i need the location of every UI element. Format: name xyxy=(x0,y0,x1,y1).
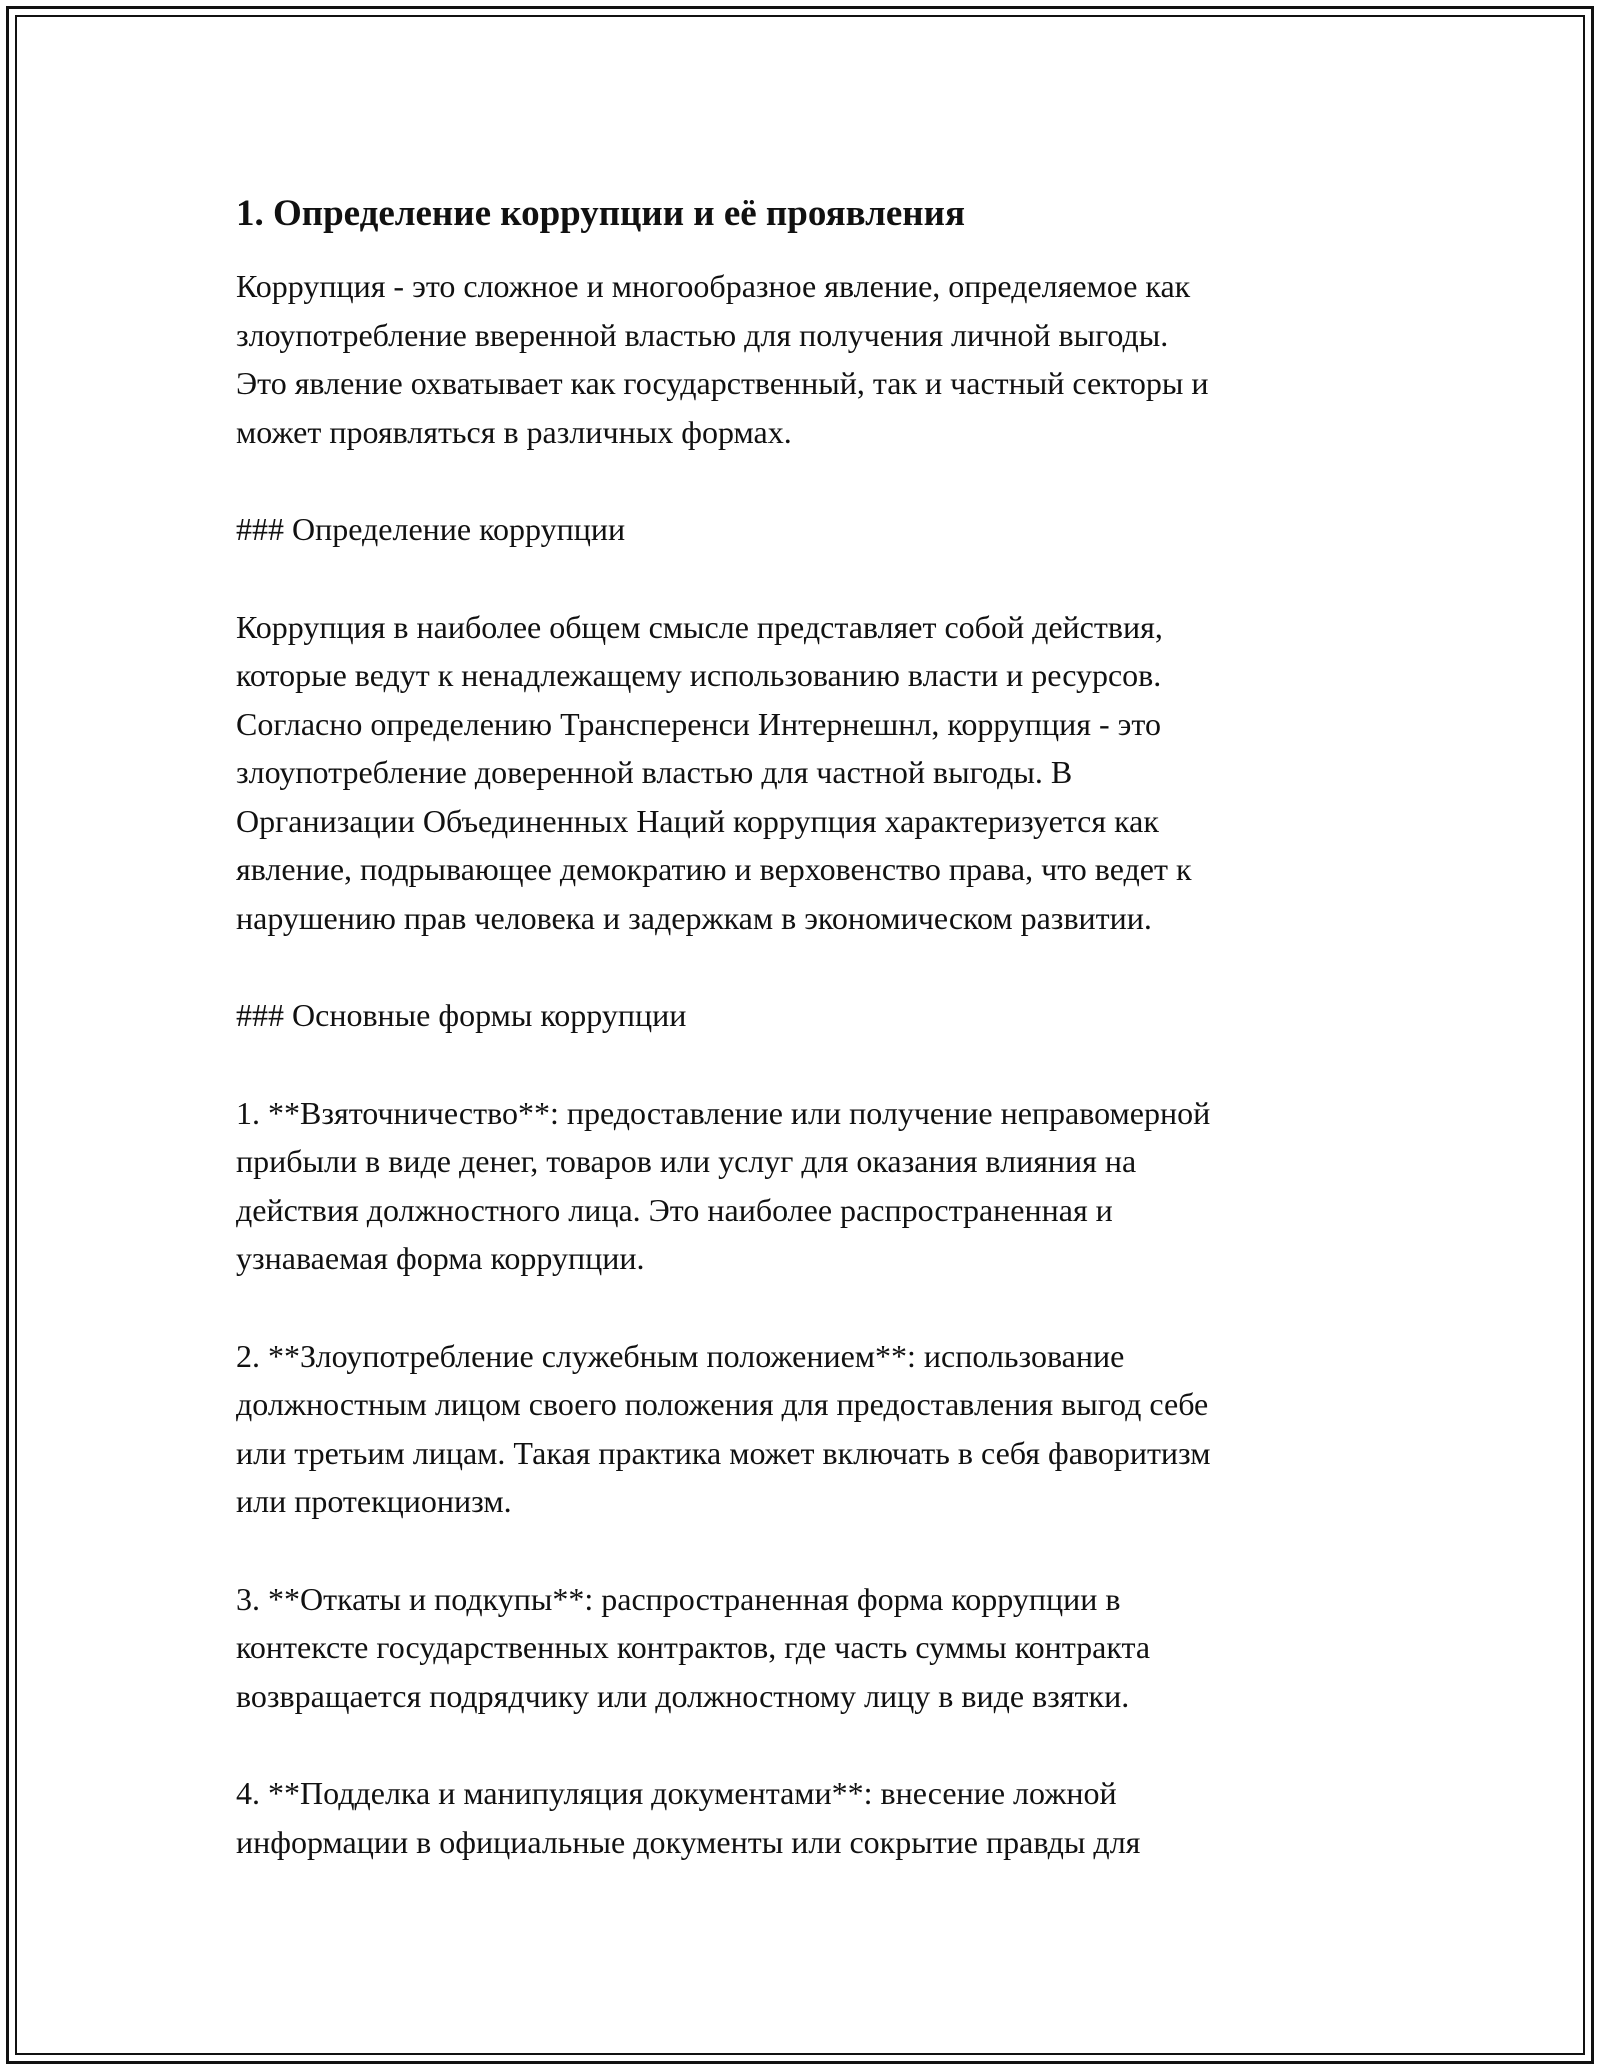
form-item-bribery xyxy=(236,1089,1386,1283)
text-line: нарушению прав человека и задержкам в экономическом развитии. xyxy=(236,899,1152,936)
text-line: 2. **Злоупотребление служебным положением**: использование xyxy=(236,1337,1125,1374)
form-item-kickbacks xyxy=(236,1575,1386,1721)
text-line: возвращается подрядчику или должностному лицу в виде взятки. xyxy=(236,1677,1130,1714)
text-line: Коррупция - это сложное и многообразное явление, определяемое как xyxy=(236,268,1191,304)
intro-paragraph xyxy=(236,262,1386,456)
section-heading: 1. Определение коррупции и её проявления xyxy=(236,193,965,234)
text-line: Согласно определению Трансперенси Интернешнл, коррупция - это xyxy=(236,705,1161,742)
text-line: или протекционизм. xyxy=(236,1483,512,1519)
text-line: или третьим лицам. Такая практика может включать в себя фаворитизм xyxy=(236,1434,1211,1471)
text-line: Организации Объединенных Наций коррупция характеризуется как xyxy=(236,802,1159,839)
text-line: прибыли в виде денег, товаров или услуг для оказания влияния на xyxy=(236,1143,1137,1179)
text-line: узнаваемая форма коррупции. xyxy=(236,1240,645,1276)
definition-paragraph xyxy=(236,603,1386,943)
text-line: 1. **Взяточничество**: предоставление или получение неправомерной xyxy=(236,1094,1211,1131)
text-line: может проявляться в различных формах. xyxy=(236,413,792,450)
text-line: должностным лицом своего положения для предоставления выгод себе xyxy=(236,1386,1209,1422)
form-item-abuse-of-office xyxy=(236,1332,1386,1526)
subheading-forms: ### Основные формы коррупции xyxy=(236,997,687,1033)
text-line: которые ведут к ненадлежащему использованию власти и ресурсов. xyxy=(236,657,1162,693)
document-body xyxy=(236,188,1386,1866)
form-item-forgery xyxy=(236,1769,1386,1866)
subheading-definition: ### Определение коррупции xyxy=(236,511,626,547)
text-line: злоупотребление доверенной властью для частной выгоды. В xyxy=(236,754,1073,790)
text-line: информации в официальные документы или сокрытие правды для xyxy=(236,1823,1141,1860)
text-line: 4. **Подделка и манипуляция документами**: внесение ложной xyxy=(236,1775,1117,1811)
text-line: Это явление охватывает как государственный, так и частный секторы и xyxy=(236,365,1209,401)
text-line: злоупотребление вверенной властью для получения личной выгоды. xyxy=(236,316,1169,353)
text-line: действия должностного лица. Это наиболее распространенная и xyxy=(236,1191,1113,1228)
text-line: Коррупция в наиболее общем смысле представляет собой действия, xyxy=(236,608,1163,645)
text-line: явление, подрывающее демократию и верховенство права, что ведет к xyxy=(236,851,1192,887)
text-line: 3. **Откаты и подкупы**: распространенная форма коррупции в xyxy=(236,1580,1121,1617)
text-line: контексте государственных контрактов, где часть суммы контракта xyxy=(236,1629,1151,1665)
